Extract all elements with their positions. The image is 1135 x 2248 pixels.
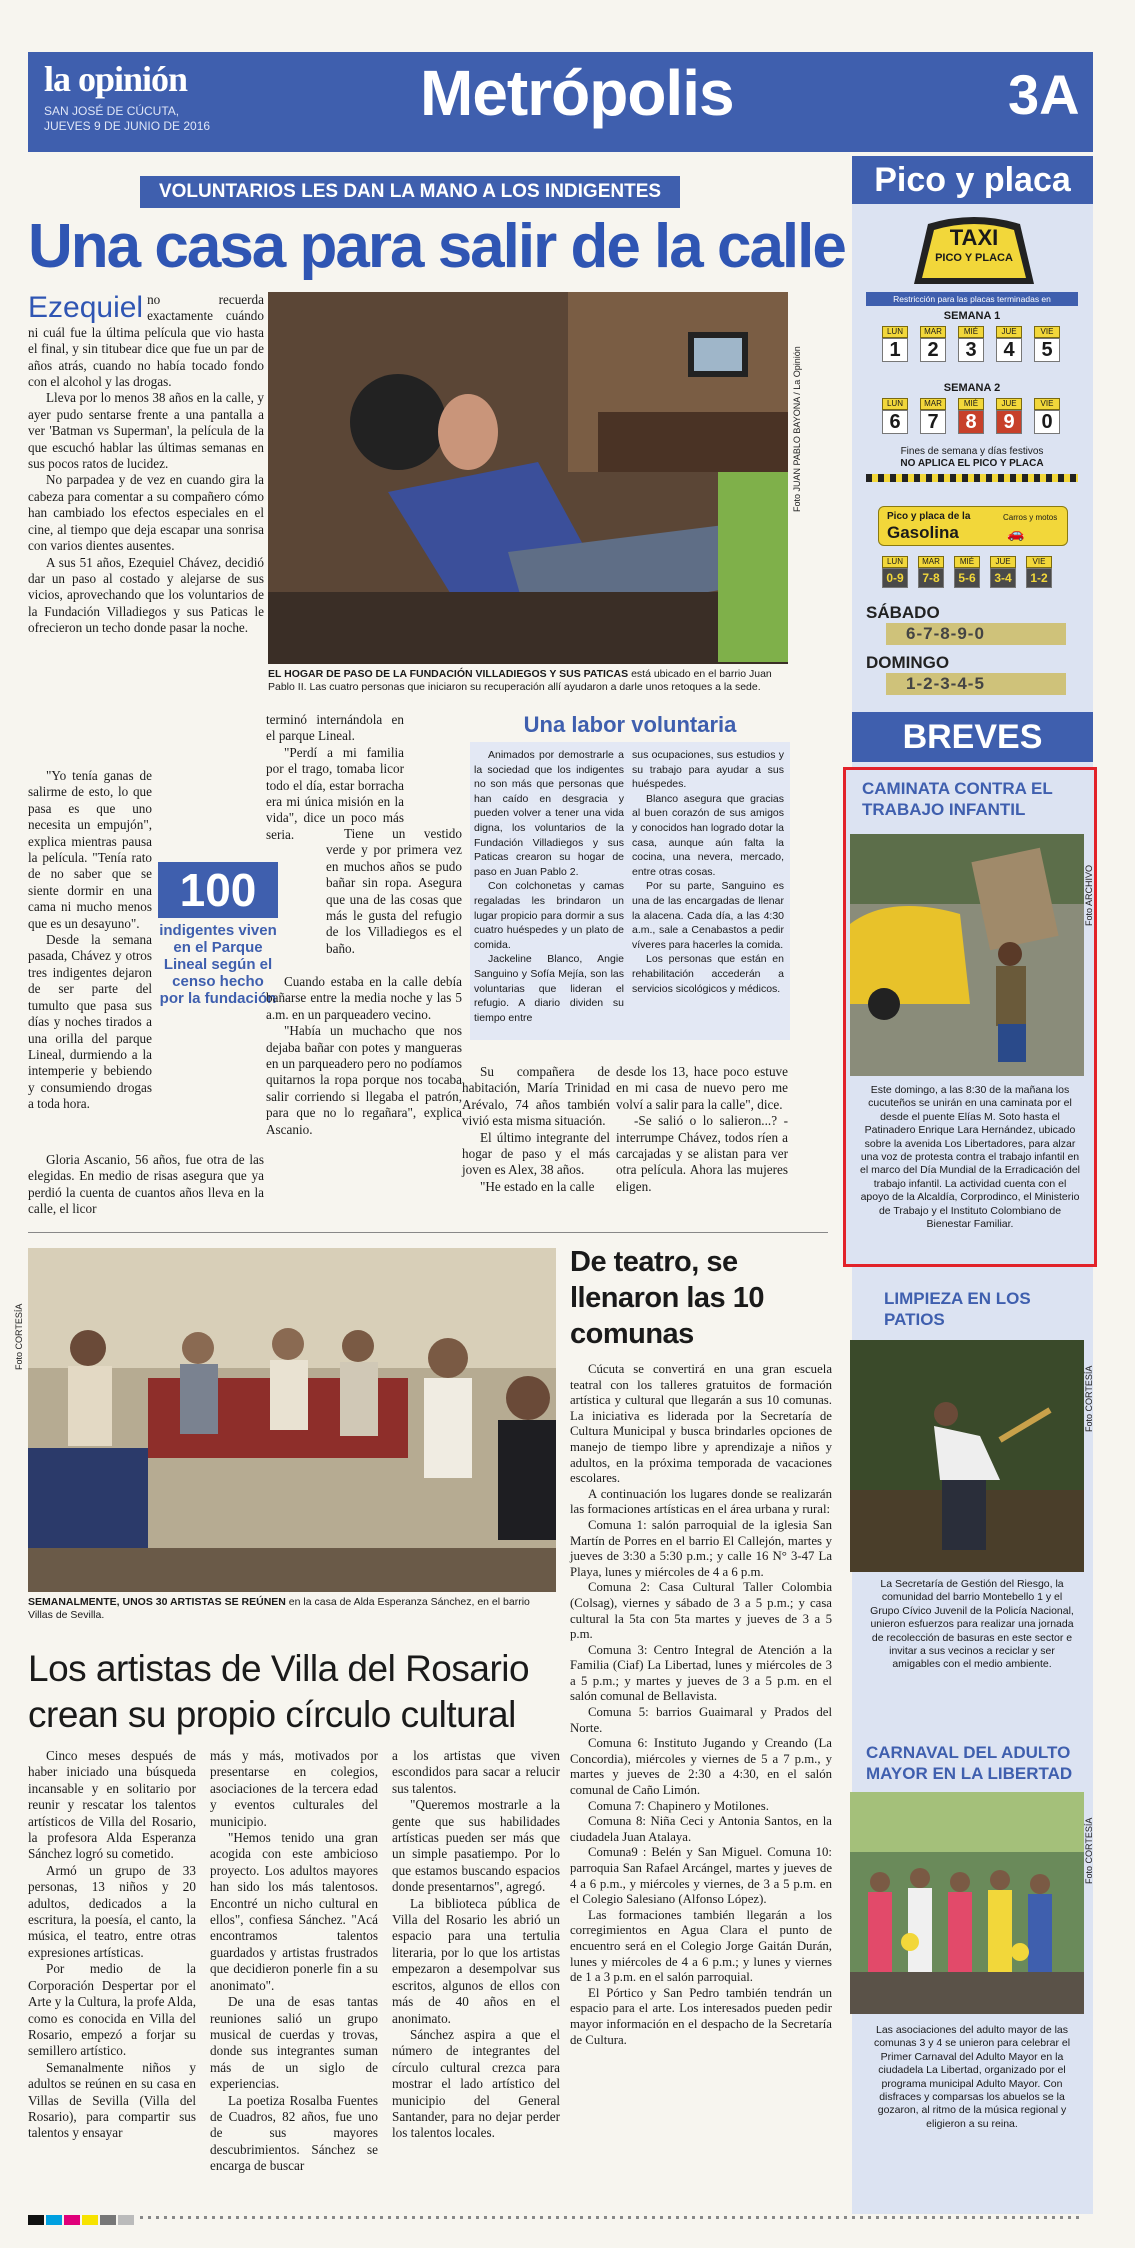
- paragraph: A continuación los lugares donde se realizarán las formaciones artísticas en el área urbana y rural:: [570, 1486, 832, 1517]
- section-title: Metrópolis: [420, 57, 734, 129]
- day-label: MAR: [918, 556, 944, 568]
- day-number: 3: [958, 338, 984, 362]
- week2-item: [958, 398, 984, 434]
- photo-credit: Foto ARCHIVO: [1084, 864, 1094, 926]
- labor-column-1: [474, 748, 624, 1025]
- artists-column-2: [210, 1748, 378, 2175]
- gas-sub: Carros y motos: [1003, 513, 1058, 522]
- paragraph: "Hemos tenido una gran acogida con este ambicioso proyecto. Los adultos mayores han sido los más talentosos. Encontré un nicho cultural en ellos", confiesa Sánchez. "Acá encontramos talentos guardados y artistas frustrados que decidieron ponerle fin a su anonimato".: [210, 1830, 378, 1993]
- gas-title-2: Gasolina: [887, 523, 959, 542]
- gas-title: Pico y placa de la: [887, 511, 971, 522]
- limpieza-text: La Secretaría de Gestión del Riesgo, la comunidad del barrio Montebello 1 y el Grupo Cívico Juvenil de la Policía Nacional, unieron esfuerzos para realizar una jornada de recolección de basuras en este sector e invitar a sus vecinos a reciclar y ser amigables con el medio ambiente.: [870, 1578, 1074, 1671]
- stat-box: [158, 862, 278, 1022]
- paragraph: "Queremos mostrarle a la gente que sus habilidades artísticas pueden ser más que un simple pasatiempo. Por lo que estamos buscando espacios donde presentarnos", agregó.: [392, 1797, 560, 1895]
- week1-item: [1034, 326, 1060, 362]
- paragraph: Comuna 2: Casa Cultural Taller Colombia (Colsag), viernes y sábado de 3 a 5 p.m.; y casa cultural la 5ta con 5ta martes y jueves de 3 a 5 p.m.: [570, 1580, 832, 1642]
- day-number: 7-8: [918, 568, 944, 588]
- section-divider: [28, 1232, 828, 1233]
- weekend-note-line-2: NO APLICA EL PICO Y PLACA: [900, 458, 1044, 469]
- paragraph: "Yo tenía ganas de salirme de esto, lo que pasa es que uno necesita un empujón", explica mientras pausa la película. "Tenía rato de no saber que se siente dormir en una cama ni mucho menos que es un desayuno".: [28, 768, 152, 931]
- day-label: LUN: [882, 398, 908, 410]
- day-number: 1-2: [1026, 568, 1052, 588]
- gasdays-item: [882, 556, 908, 588]
- day-number: 6: [882, 410, 908, 434]
- paragraph: Comuna 1: salón parroquial de la iglesia San Martín de Porres en el barrio El Callejón, martes y jueves de 3:30 a 5:30 p.m.; y calle 16 N° 3-47 La Playa, lunes y miércoles de 4 a 6 p.m.: [570, 1517, 832, 1579]
- day-number: 3-4: [990, 568, 1016, 588]
- day-label: VIE: [1034, 398, 1060, 410]
- paragraph: La poetiza Rosalba Fuentes de Cuadros, 82 años, fue uno de sus mayores descubrimientos. Sánchez se encarga de buscar: [210, 2092, 378, 2174]
- lead-column-4: [616, 1064, 788, 1195]
- paragraph: Comuna9 : Belén y San Miguel. Comuna 10: parroquia San Rafael Arcángel, martes y jueves de 4 a 6 p.m., y miércoles y viernes, de 3 a 5 p.m. en el Colegio Salesiano (Alfonso López).: [570, 1845, 832, 1907]
- week-1-days: [882, 326, 1072, 362]
- saturday-row: [866, 602, 1078, 645]
- day-label: MAR: [920, 398, 946, 410]
- day-number: 5: [1034, 338, 1060, 362]
- teatro-column: [570, 1362, 832, 2048]
- weekend-note: [866, 446, 1078, 470]
- caminata-photo-illustration: [850, 834, 1084, 1076]
- carnaval-photo: [850, 1792, 1084, 2014]
- gasdays-item: [954, 556, 980, 588]
- teatro-headline: De teatro, se llenaron las 10 comunas: [570, 1246, 764, 1350]
- checkered-divider: [866, 474, 1078, 482]
- day-label: JUE: [996, 398, 1022, 410]
- stat-text: indigentes viven en el Parque Lineal según el censo hecho por la fundación: [159, 922, 277, 1007]
- week1-item: [920, 326, 946, 362]
- print-register-marks: [140, 2216, 1080, 2219]
- gas-days: [882, 556, 1072, 588]
- paragraph: Animados por demostrarle a la sociedad que los indigentes no son más que personas que han caído en desgracia y pueden volver a tener una vida digna, los voluntarios de la Fundación Villadiegos y sus Paticas crearon su hogar de paso en Juan Pablo 2.: [474, 749, 624, 878]
- paragraph: más y más, motivados por presentarse en colegios, asociaciones de la tercera edad y eventos culturales del municipio.: [210, 1748, 378, 1829]
- paragraph: Con colchonetas y camas regaladas les brindaron un lugar propicio para dormir a sus cuatro huéspedes y un plato de comida.: [474, 880, 624, 951]
- paragraph: no recuerda exactamente cuándo ni cuál fue la última película que vio hasta el final, y sin titubear dice que fue un par de años atrás, cuando no había tocado fondo con el alcohol y las drogas.: [28, 292, 264, 390]
- taxi-sign-sub: PICO Y PLACA: [935, 252, 1013, 264]
- photo-credit: Foto CORTESÍA: [1084, 1365, 1094, 1432]
- car-icon: 🚗: [1007, 525, 1025, 541]
- lead-column-1c: [28, 1152, 264, 1218]
- lead-column-1b: [28, 768, 152, 1113]
- day-number: 2: [920, 338, 946, 362]
- dateline-city: SAN JOSÉ DE CÚCUTA,: [44, 104, 180, 118]
- stat-number: 100: [158, 862, 278, 918]
- paragraph: Cinco meses después de haber iniciado una búsqueda incansable y en solitario por reunir y rescatar los talentos artísticos de Villa del Rosario, la profesora Alda Esperanza Sánchez logró su cometido.: [28, 1748, 196, 1862]
- day-number: 0: [1034, 410, 1060, 434]
- week2-item: [1034, 398, 1060, 434]
- paragraph: Por su parte, Sanguino es una de las encargadas de llenar la alacena. Cada día, a las 4:30 a.m., sale a Cenabastos a pedir víveres para hacerles la comida.: [632, 880, 784, 951]
- newspaper-logo: la opinión: [44, 59, 188, 99]
- paragraph: -Se salió o lo salieron...? - interrumpe Chávez, todos ríen a carcajadas y se alistan para ver otra película. Ahora las mujeres eligen.: [616, 1113, 788, 1194]
- story-headline: Una casa para salir de la calle: [28, 212, 845, 281]
- day-label: MAR: [920, 326, 946, 338]
- pico-y-placa-title: Pico y placa: [852, 156, 1093, 204]
- week-2-label: SEMANA 2: [943, 382, 1001, 394]
- photo-credit: Foto JUAN PABLO BAYONA / La Opinión: [792, 346, 802, 512]
- day-label: JUE: [990, 556, 1016, 568]
- paragraph: El Pórtico y San Pedro también tendrán un espacio para el arte. Los interesados pueden pedir mayor información en el despacho de la Secretaría de Cultura.: [570, 1985, 832, 2047]
- caminata-title: CAMINATA CONTRA EL TRABAJO INFANTIL: [862, 779, 1053, 819]
- artists-photo-caption: [28, 1596, 556, 1622]
- photo-credit: Foto CORTESÍA: [1084, 1817, 1094, 1884]
- lead-column-3: [462, 1064, 610, 1195]
- paragraph: Cuando estaba en la calle debía bañarse entre la media noche y las 5 a.m. en un parqueadero vecino.: [266, 974, 462, 1022]
- paragraph: desde los 13, hace poco estuve en mi casa de nuevo pero me volví a salir para la calle", dice.: [616, 1064, 788, 1112]
- carnaval-photo-illustration: [850, 1792, 1084, 2014]
- paragraph: Semanalmente niños y adultos se reúnen en su casa en Villas de Sevilla (Villa del Rosario), para compartir sus talentos y ensayar: [28, 2059, 196, 2141]
- gas-box: [878, 506, 1068, 546]
- paragraph: La biblioteca pública de Villa del Rosario les abrió un espacio para una tertulia literaria, por lo que los artistas empezaron a desempolvar sus escritos, algunos de ellos con más de 40 años en el anonimato.: [392, 1895, 560, 2026]
- day-label: VIE: [1034, 326, 1060, 338]
- lead-column-2c: [266, 974, 462, 1138]
- day-label: MIÉ: [958, 326, 984, 338]
- day-label: JUE: [996, 326, 1022, 338]
- paragraph: Sánchez aspira a que el número de integrantes del círculo cultural crezca para mostrar el lado artístico del municipio del General Santander, para no dejar perder los talentos locales.: [392, 2026, 560, 2141]
- day-label: MIÉ: [958, 398, 984, 410]
- artists-headline: Los artistas de Villa del Rosario crean su propio círculo cultural: [28, 1648, 530, 1735]
- page-number: 3A: [1008, 63, 1080, 126]
- drop-word: Ezequiel: [28, 291, 144, 324]
- limpieza-photo: [850, 1340, 1084, 1572]
- paragraph: Blanco asegura que gracias al buen corazón de sus amigos y conocidos han logrado dotar la casa, aunque aún falta la cocina, una nevera, mercado, entre otras cosas.: [632, 792, 784, 878]
- day-number: 7: [920, 410, 946, 434]
- saturday-numbers: 6-7-8-9-0: [886, 623, 1066, 645]
- caminata-photo: [850, 834, 1084, 1076]
- caption-bold: EL HOGAR DE PASO DE LA FUNDACIÓN VILLADIEGOS Y SUS PATICAS: [268, 668, 629, 680]
- lead-column-2: [266, 712, 404, 843]
- day-number: 9: [996, 410, 1022, 434]
- breves-header: BREVES: [852, 712, 1093, 762]
- paragraph: Jackeline Blanco, Angie Sanguino y Sofía Mejía, son las voluntarias que lideran el refugio. A diario dividen su tiempo entre: [474, 953, 624, 1024]
- artists-column-3: [392, 1748, 560, 2142]
- photo-credit: Foto CORTESÍA: [14, 1303, 24, 1370]
- dateline-date: JUEVES 9 DE JUNIO DE 2016: [44, 119, 211, 133]
- labor-subhead: Una labor voluntaria: [523, 712, 737, 737]
- story-kicker: VOLUNTARIOS LES DAN LA MANO A LOS INDIGENTES: [140, 176, 680, 208]
- paragraph: "Había un muchacho que nos dejaba bañar con potes y mangueras en un parqueadero pero no podíamos quitarnos la ropa porque nos tocaba salir corriendo si llegaba el patrón, para que no lo regañara", explica Ascanio.: [266, 1023, 462, 1137]
- week1-item: [958, 326, 984, 362]
- week-2-days: [882, 398, 1072, 434]
- paragraph: Armó un grupo de 33 personas, 13 niños y 20 adultos, dedicados a la escritura, la poesía, el canto, la música, el teatro, entre otras expresiones artísticas.: [28, 1862, 196, 1960]
- paragraph: A sus 51 años, Ezequiel Chávez, decidió dar un paso al costado y alejarse de sus vicios, aprovechando que los voluntarios de la Fundación Villadiegos y sus Paticas le ofrecieron un techo donde pasar la noche.: [28, 554, 264, 636]
- paragraph: a los artistas que viven escondidos para sacar a relucir sus talentos.: [392, 1748, 560, 1796]
- sunday-row: [866, 652, 1078, 695]
- caminata-text: Este domingo, a las 8:30 de la mañana los cucuteños se unirán en una caminata por el desde el puente Elías M. Soto hasta el Patinadero Enrique Lara Hernández, ubicado sobre la avenida Los Libertadores, para alzar una voz de protesta contra el trabajo infantil en el marco del Día Mundial de la Erradicación del trabajo infantil. La actividad cuenta con el apoyo de la Alcaldía, Corprodinco, el Ministerio de Trabajo y el Instituto Colombiano de Bienestar Familiar.: [859, 1084, 1081, 1231]
- gasdays-item: [990, 556, 1016, 588]
- day-number: 4: [996, 338, 1022, 362]
- paragraph: Lleva por lo menos 38 años en la calle, y ayer pudo sentarse frente a una pantalla a ver 'Batman vs Superman', la película de la que escuchó hablar las últimas semanas en sus pocos ratos de lucidez.: [28, 390, 264, 472]
- paragraph: No parpadea y de vez en cuando gira la cabeza para comentar a su compañero cómo han cambiado los efectos especiales en el cine, al tiempo que deja escapar una sonrisa con varios dientes ausentes.: [28, 472, 264, 554]
- weekend-note-line-1: Fines de semana y días festivos: [900, 446, 1044, 457]
- sunday-label: DOMINGO: [866, 653, 950, 672]
- gasdays-item: [1026, 556, 1052, 588]
- day-label: LUN: [882, 556, 908, 568]
- day-number: 8: [958, 410, 984, 434]
- day-label: VIE: [1026, 556, 1052, 568]
- week-1-label: SEMANA 1: [943, 310, 1001, 322]
- caption-text: en la casa de Alda Esperanza Sánchez, en el barrio Villas de Sevilla.: [28, 1596, 530, 1621]
- day-label: MIÉ: [954, 556, 980, 568]
- lead-photo-caption: [268, 668, 788, 694]
- taxi-sign-text: TAXI: [949, 225, 999, 250]
- paragraph: "He estado en la calle: [480, 1178, 595, 1194]
- paragraph: terminó internándola en el parque Lineal.: [266, 712, 404, 744]
- day-number: 1: [882, 338, 908, 362]
- paragraph: Desde la semana pasada, Chávez y otros tres indigentes dejaron de ser parte del tumulto que pasa sus días y noches tirados a una orilla del parque Lineal, durmiendo a la intemperie y bebiendo y consumiendo drogas a toda hora.: [28, 932, 152, 1112]
- paragraph: Las formaciones también llegarán a los corregimientos en Agua Clara el punto de encuentro será en el Colegio Jorge Gaitán Durán, lunes y miércoles de 4 a 6 p.m.; y lunes y viernes de 1 a 3 p.m. en el salón parroquial.: [570, 1907, 832, 1985]
- sunday-numbers: 1-2-3-4-5: [886, 673, 1066, 695]
- lead-photo: [268, 292, 788, 664]
- lead-column-2b: [326, 826, 462, 957]
- paragraph: Tiene un vestido verde y por primera vez en muchos años se pudo bañar sin ropa. Asegura que una de las cosas que más le gusta del refugio de los Villadiegos es el baño.: [326, 826, 462, 956]
- paragraph: De una de esas tantas reuniones salió un grupo musical de cuerdas y trovas, donde sus integrantes suman más de un siglo de experiencias.: [210, 1994, 378, 2092]
- week2-item: [882, 398, 908, 434]
- limpieza-title: LIMPIEZA EN LOS PATIOS: [884, 1289, 1031, 1329]
- paragraph: Cúcuta se convertirá en una gran escuela teatral con los talleres gratuitos de formación artística y cultural que llegarán a sus 10 comunas. La iniciativa es liderada por la Secretaría de Cultura Municipal y busca brindarles opciones de manejo de tiempo libre y aprendizaje a niños y adultos, en la próxima temporada de vacaciones escolares.: [570, 1362, 832, 1486]
- paragraph: Los personas que están en rehabilitación accederán a servicios sicológicos y médicos.: [632, 953, 784, 995]
- day-number: 0-9: [882, 568, 908, 588]
- artists-photo-illustration: [28, 1248, 556, 1592]
- week1-item: [882, 326, 908, 362]
- artists-photo: [28, 1248, 556, 1592]
- paragraph: El último integrante del hogar de paso y el más joven es Alex, 38 años.: [462, 1129, 610, 1178]
- paragraph: Comuna 5: barrios Guaimaral y Prados del Norte.: [570, 1705, 832, 1735]
- print-color-bar: [28, 2212, 136, 2230]
- labor-column-2: [632, 748, 784, 996]
- saturday-label: SÁBADO: [866, 603, 940, 622]
- day-number: 5-6: [954, 568, 980, 588]
- paragraph: sus ocupaciones, sus estudios y su trabajo para ayudar a sus huéspedes.: [632, 749, 784, 791]
- week2-item: [996, 398, 1022, 434]
- week1-item: [996, 326, 1022, 362]
- gasdays-item: [918, 556, 944, 588]
- limpieza-photo-illustration: [850, 1340, 1084, 1572]
- paragraph: Comuna 3: Centro Integral de Atención a la Familia (Ciaf) La Libertad, lunes y miércoles de 3 a 5 p.m.; y martes y jueves de 3 a 5 p.m. en el salón comunal de Bellavista.: [570, 1642, 832, 1704]
- carnaval-text: Las asociaciones del adulto mayor de las comunas 3 y 4 se unieron para celebrar el Primer Carnaval del Adulto Mayor en la ciudadela La Libertad, organizado por el programa municipal Adulto Mayor. Con disfraces y comparsas los abuelos se la gozaron, al ritmo de la música regional y eligieron a su reina.: [873, 2024, 1071, 2130]
- paragraph: Comuna 7: Chapinero y Motilones.: [588, 1798, 769, 1813]
- carnaval-title: CARNAVAL DEL ADULTO MAYOR EN LA LIBERTAD: [866, 1743, 1073, 1783]
- paragraph: Por medio de la Corporación Despertar por el Arte y la Cultura, la profe Alda, como es conocida en Villa del Rosario, empezó a forjar su semillero artístico.: [28, 1961, 196, 2059]
- paragraph: Comuna 8: Niña Ceci y Antonia Santos, en la ciudadela Juan Atalaya.: [570, 1814, 832, 1844]
- paragraph: Su compañera de habitación, María Trinidad Arévalo, 74 años también vivió esta misma situación.: [462, 1064, 610, 1129]
- caption-text: está ubicado en el barrio Juan Pablo II. Las cuatro personas que iniciaron su recuperación allí ayudaron a darle unos retoques a la sede.: [268, 668, 772, 693]
- lead-column-1: [28, 292, 264, 637]
- paragraph: Comuna 6: Instituto Jugando y Creando (La Concordia), miércoles y viernes de 5 a 7 p.m., y martes y jueves de 2:30 a 4:30, en el salón comunal de Caño Limón.: [570, 1736, 832, 1798]
- lead-photo-illustration: [268, 292, 788, 664]
- artists-column-1: [28, 1748, 196, 2142]
- day-label: LUN: [882, 326, 908, 338]
- dateline: [44, 104, 210, 134]
- paragraph: Gloria Ascanio, 56 años, fue otra de las elegidas. En medio de risas asegura que ya perdió la cuenta de cuantos años lleva en la calle, el licor: [28, 1152, 264, 1217]
- caption-bold: SEMANALMENTE, UNOS 30 ARTISTAS SE REÚNEN: [28, 1596, 286, 1608]
- restriction-label: Restricción para las placas terminadas en: [866, 292, 1078, 306]
- week2-item: [920, 398, 946, 434]
- paragraph: "Perdí a mi familia por el trago, tomaba licor todo el día, estar borracha era mi única misión en la vida", dice un poco más seria.: [266, 744, 404, 842]
